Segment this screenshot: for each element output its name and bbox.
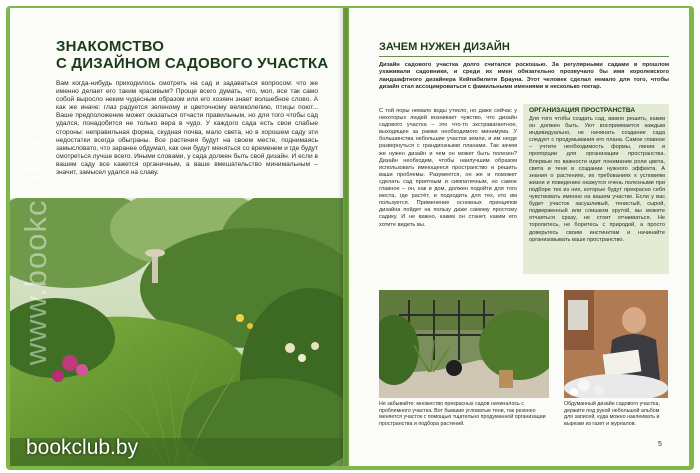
page-number: 5 (658, 441, 662, 448)
bottom-watermark: bookclub.by (26, 436, 139, 459)
photo-caption-2: Обдуманный дизайн садового участка, держите под рукой небольшой альбом для записей, куда можно наклеивать и вырезки из газет и журналов. (564, 401, 660, 427)
garden-courtyard-photo (379, 290, 549, 398)
section-title: ЗАЧЕМ НУЖЕН ДИЗАЙН (379, 41, 510, 53)
sidebar-title: ОРГАНИЗАЦИЯ ПРОСТРАНСТВА (529, 107, 636, 114)
garden-photo (10, 198, 343, 466)
column-left-text: С той поры немало воды утекло, но даже сейчас у некоторых людей возникает чувство, что дизайн садового участка – это что-то экстравагантное, выходящее за рамки необходимого минимума. У большинства небольшие участки земли, и им негде развернуться с грандиозными планами. Так зачем же нужен дизайн и чем он может быть полезен? Дизайн необходим, чтобы наилучшим образом использовать имеющееся пространство и решить ваши проблемы. Разумеется, он же и поможет сделать сад приятным и симпатичным, но самое главное – он, как и дом, должен подойти для того места, где растёт, и подходить для тех, кто им пользуется. Применение основных принципов дизайна пойдет на пользу даже самому простому садику. И не важно, каким он станет, каким его хотите видеть вы. (379, 108, 517, 228)
right-page (349, 8, 689, 466)
vertical-watermark-text: www.bookclub.by (18, 110, 53, 366)
photo-caption-1: Не забывайте: множество прекрасных садов начиналось с проблемного участка. Вот бывшие угловатые тени, так резонно меняется участок с помощью тщательно продуманной организации пространства и подбора растений. (379, 401, 546, 427)
page-title (56, 38, 328, 72)
left-page (10, 8, 343, 466)
intro-paragraph: Вам когда-нибудь приходилось смотреть на сад и задаваться вопросом: что же именно делает его таким красивым? Проще всего думать, что, мол, все так само собой выросло неким чудесным образом или его хозяин знает волшебное слово. А как же иначе: глаз радуется зеленому и цветочному великолепию, птицы поют... Ваше предположение может оказаться отчасти правильным, но для того чтобы сад удался, понадобится не только вера в чудо. У каждого сада есть свои слабые стороны: неправильная форма, скудная почва, мало света, но в хорошем саду эти недостатки всегда обыграны. Все растения будут на своем месте, поднимаясь замысловато, что заранее обдумал, как они будут меняться со временем и где будут смотреться лучше всего. Иными словами, у сада должен быть свой дизайн. И если в вашем саду все кажется органичным, а ваше вмешательство минимальным – значит, замысел удался на славу. (56, 80, 318, 177)
title-line-2: С ДИЗАЙНОМ САДОВОГО УЧАСТКА (56, 55, 329, 72)
title-divider (379, 56, 669, 57)
vertical-watermark (16, 48, 56, 428)
section-intro: Дизайн садового участка долго считался роскошью. За регулярными садами в прошлом ухаживали садовники, и среди их имен обязательно прозвучало бы имя королевского ландшафтного дизайнера Кейпабилити Брауна. Этот человек сделал немало для того, чтобы дизайн стал ассоциироваться с фамильными имениями в несколько гектар. (379, 62, 669, 90)
title-line-1: ЗНАКОМСТВО (56, 38, 165, 55)
sidebar-text: Для того чтобы создать сад, важно решить, каким он должен быть. Уют восприимается каждым индивидуально, не начинать создание сада следует с продумывания его плана. Самое главное – учтите необходимость формы, линии и пропорции для организации пространства. Впервые по важности идет понимание роли цвета, света и тени в создании нужного эффекта. А знания о растениях, их требованиях к условиям жизни и поведению окажутся очень полезными при подборе тех из них, которые будут прекрасно себя чувствовать именно на вашем участке. Если у вас будет участок засушливый, тенистый, сырой, подверженный или слишком крутой, вы можете отчаяться сразу, не стоит отчаиваться. Не торопитесь, не боритесь с природой, а просто доверьтесь своим инстинктам и начинайте организовывать ваше пространство. (529, 116, 665, 243)
gardener-sketching-photo (564, 290, 668, 398)
